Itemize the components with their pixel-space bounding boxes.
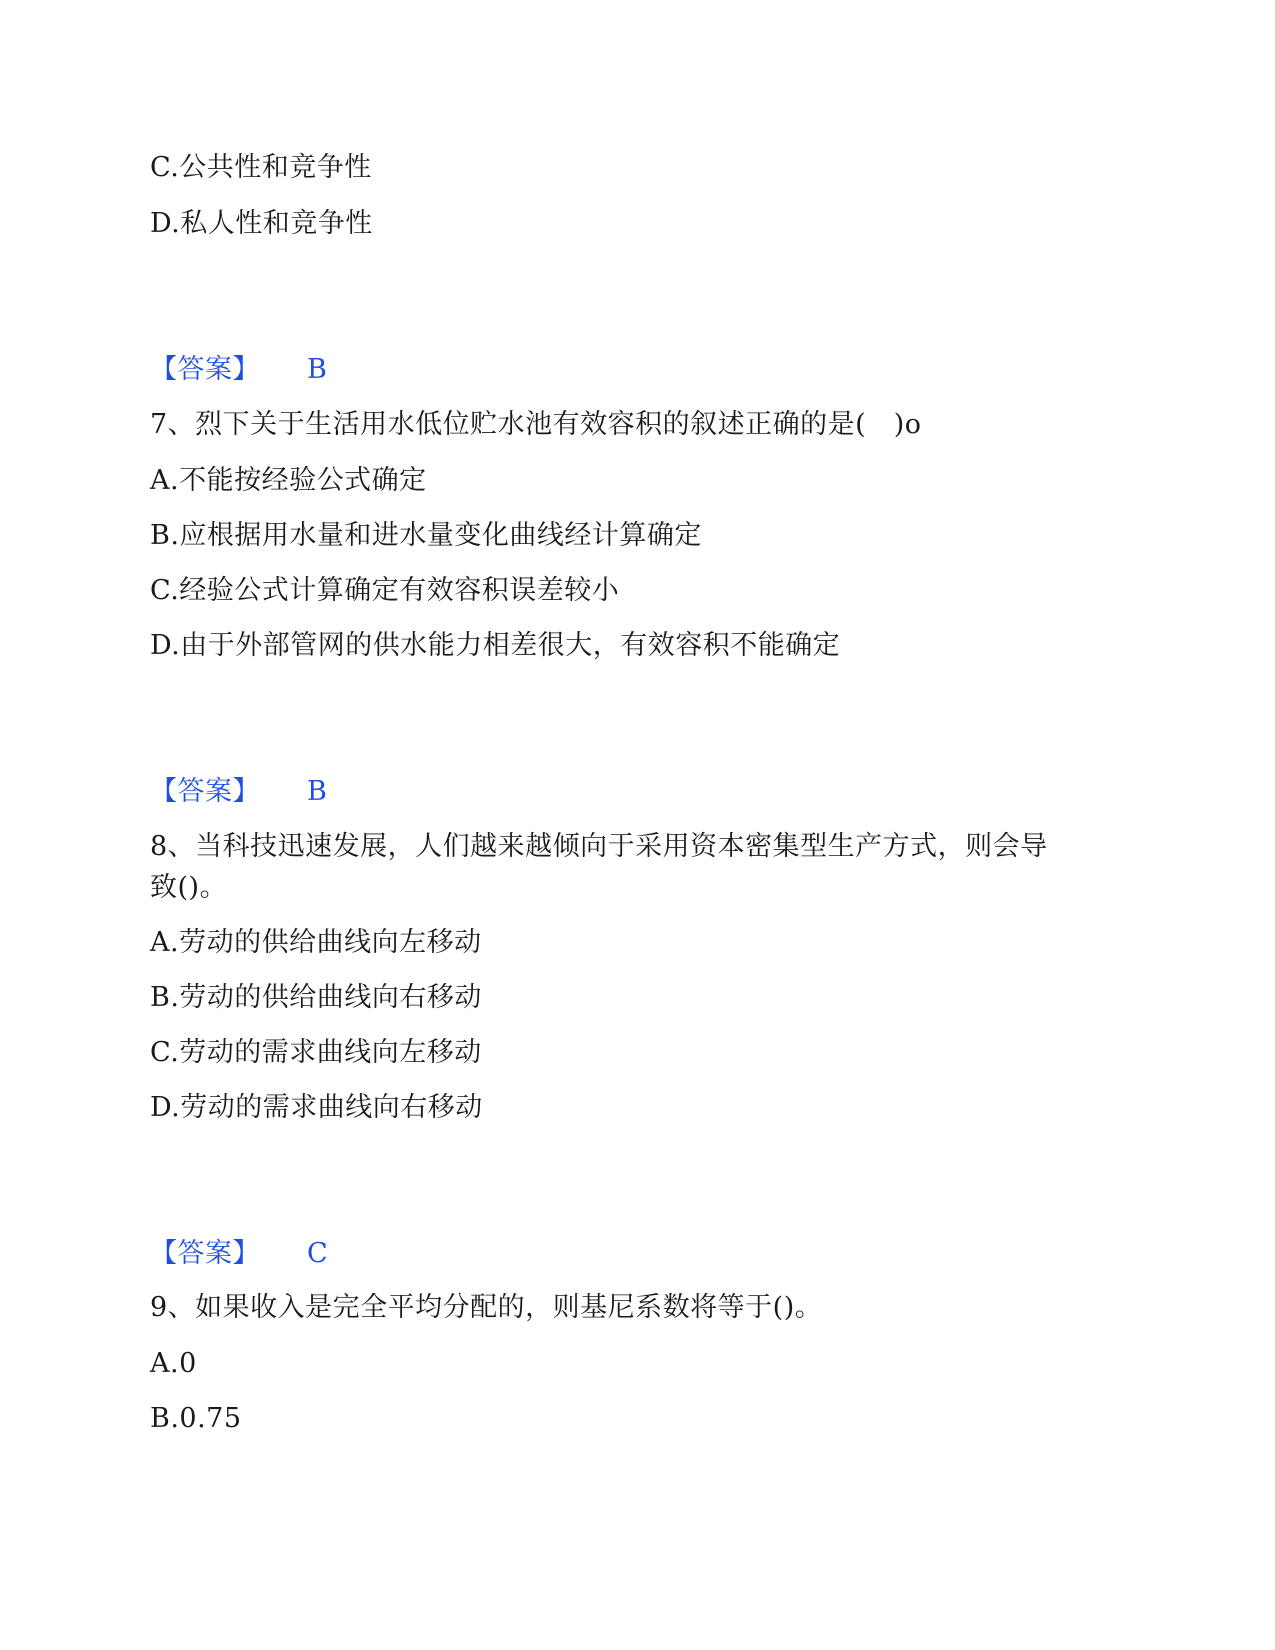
q6-option-c: C.公共性和竞争性	[150, 152, 372, 183]
q7-option-a: A.不能按经验公式确定	[150, 465, 427, 496]
answer-value: B	[307, 354, 328, 385]
answer-label: 【答案】	[150, 1238, 260, 1269]
q6-option-d: D.私人性和竞争性	[150, 208, 373, 239]
q8-option-d: D.劳动的需求曲线向右移动	[150, 1092, 483, 1123]
q7-option-d: D.由于外部管网的供水能力相差很大，有效容积不能确定	[150, 630, 841, 661]
q8-option-c: C.劳动的需求曲线向左移动	[150, 1037, 482, 1068]
q7-option-c: C.经验公式计算确定有效容积误差较小	[150, 575, 620, 606]
q7-answer	[150, 774, 450, 810]
q8-question-line2: 致()。	[150, 872, 228, 903]
answer-value: C	[307, 1238, 329, 1269]
answer-value: B	[307, 776, 328, 807]
q6-answer	[150, 352, 450, 388]
q9-option-a: A.0	[150, 1348, 197, 1379]
q8-option-b: B.劳动的供给曲线向右移动	[150, 982, 482, 1013]
q8-question-line1: 8、当科技迅速发展，人们越来越倾向于采用资本密集型生产方式，则会导	[150, 831, 1048, 862]
q7-question: 7、烈下关于生活用水低位贮水池有效容积的叙述正确的是( )o	[150, 409, 922, 440]
q9-option-b: B.0.75	[150, 1403, 242, 1434]
q7-option-b: B.应根据用水量和进水量变化曲线经计算确定	[150, 520, 702, 551]
q9-question: 9、如果收入是完全平均分配的，则基尼系数将等于()。	[150, 1292, 823, 1323]
q8-option-a: A.劳动的供给曲线向左移动	[150, 927, 482, 958]
q8-answer	[150, 1236, 450, 1272]
answer-label: 【答案】	[150, 354, 260, 385]
answer-label: 【答案】	[150, 776, 260, 807]
